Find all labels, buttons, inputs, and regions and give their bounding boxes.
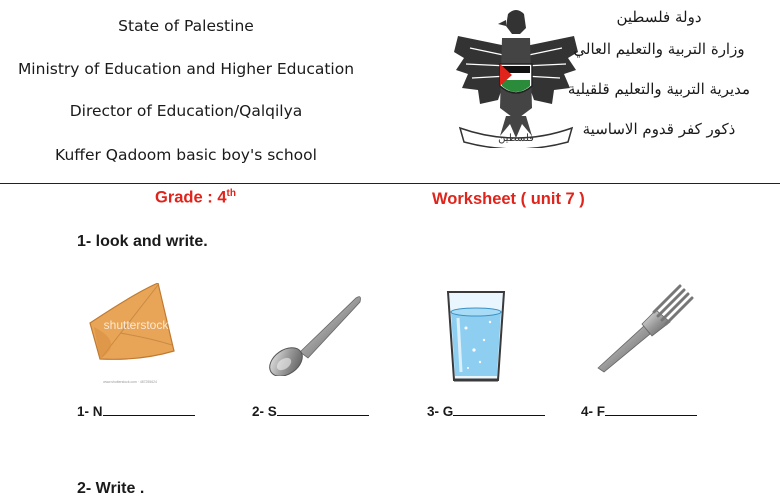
grade-label: Grade : 4th — [155, 188, 236, 207]
glass-of-water-icon — [446, 288, 506, 384]
spoon-icon — [266, 290, 366, 376]
section1-heading: 1- look and write. — [77, 233, 208, 250]
answer-line-4[interactable]: 4- F — [581, 403, 697, 419]
napkin-icon — [80, 283, 184, 391]
answer-line-1[interactable]: 1- N — [77, 403, 195, 419]
header-line-state: State of Palestine — [118, 17, 254, 35]
header-divider — [0, 183, 780, 184]
header-ar-ministry: وزارة التربية والتعليم العالي — [573, 40, 745, 58]
header-ar-directorate: مديرية التربية والتعليم قلقيلية — [567, 80, 751, 98]
header-line-ministry: Ministry of Education and Higher Education — [17, 60, 355, 78]
answer-line-3[interactable]: 3- G — [427, 403, 545, 419]
header-line-school: Kuffer Qadoom basic boy's school — [55, 146, 317, 164]
worksheet-title: Worksheet ( unit 7 ) — [432, 190, 585, 208]
section2-heading: 2- Write . — [77, 480, 145, 497]
header-line-directorate: Director of Education/Qalqilya — [69, 102, 303, 120]
image-caption: www.shutterstock.com · 487255624 — [103, 380, 157, 384]
grade-suffix: th — [226, 188, 236, 199]
emblem-banner-text: فلسطين — [498, 133, 534, 144]
watermark-text: shutterstock — [103, 318, 169, 332]
answer-line-2[interactable]: 2- S — [252, 403, 369, 419]
fork-icon — [594, 284, 694, 374]
header-ar-state: دولة فلسطين — [616, 8, 702, 26]
header-ar-school: ذكور كفر قدوم الاساسية — [582, 120, 736, 138]
